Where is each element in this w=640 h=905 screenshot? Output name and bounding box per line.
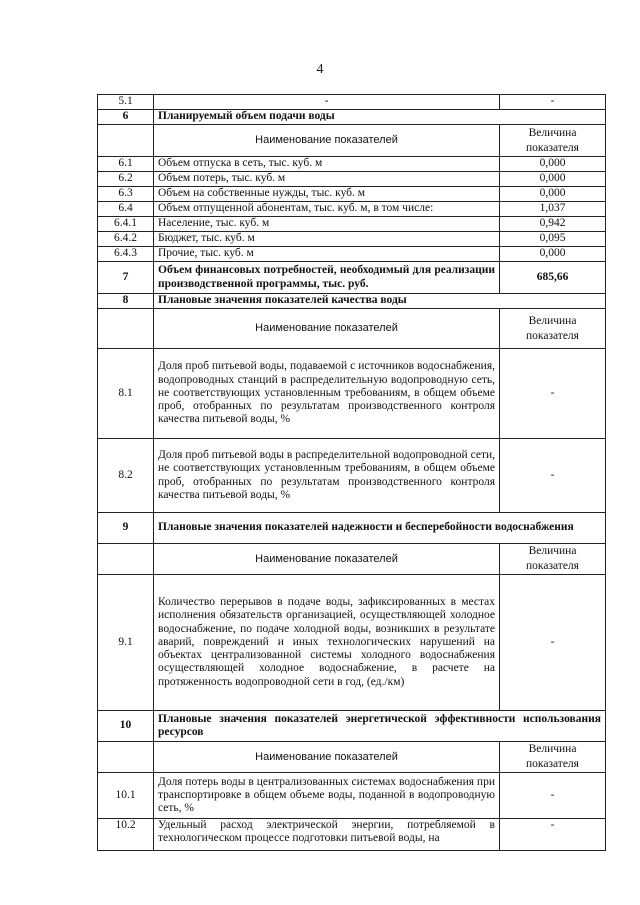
- row-text: Население, тыс. куб. м: [154, 217, 500, 232]
- indicators-table: [97, 94, 606, 851]
- indicator-name-header: Наименование показателей: [154, 742, 500, 773]
- indicator-value-header: Величина показателя: [500, 742, 606, 773]
- table-row: [98, 95, 606, 110]
- row-text: Прочие, тыс. куб. м: [154, 247, 500, 262]
- section-row: [98, 711, 606, 742]
- page-number: 4: [316, 62, 324, 77]
- indicator-value-header: Величина показателя: [500, 125, 606, 157]
- row-number: 10.1: [98, 773, 154, 819]
- table-row: [98, 349, 606, 439]
- table-row: [98, 819, 606, 851]
- table-row: [98, 157, 606, 172]
- table-row: [98, 202, 606, 217]
- row-value: 0,942: [500, 217, 606, 232]
- row-value: 0,000: [500, 172, 606, 187]
- row-text: Объем на собственные нужды, тыс. куб. м: [154, 187, 500, 202]
- row-value: 685,66: [500, 262, 606, 294]
- section-number: 6: [98, 110, 154, 125]
- row-text: Объем отпуска в сеть, тыс. куб. м: [154, 157, 500, 172]
- table-row: [98, 232, 606, 247]
- row-number: 6.2: [98, 172, 154, 187]
- row-value: 0,095: [500, 232, 606, 247]
- table-row: [98, 217, 606, 232]
- table-row: [98, 172, 606, 187]
- section-number: 10: [98, 711, 154, 742]
- indicator-name-header: Наименование показателей: [154, 125, 500, 157]
- row-number: 10.2: [98, 819, 154, 851]
- row-number: 8.2: [98, 439, 154, 513]
- indicator-value-header: Величина показателя: [500, 544, 606, 575]
- row-text: Доля потерь воды в централизованных системах водоснабжения при транспортировке в общем объеме воды, поданной в водопроводную сеть, %: [154, 773, 500, 819]
- section-number: 9: [98, 513, 154, 544]
- section-row: [98, 110, 606, 125]
- row-number: 6.1: [98, 157, 154, 172]
- section-title: Планируемый объем подачи воды: [154, 110, 606, 125]
- row-text: Объем отпущенной абонентам, тыс. куб. м, в том числе:: [154, 202, 500, 217]
- row-number: 6.4.2: [98, 232, 154, 247]
- indicator-name-header: Наименование показателей: [154, 544, 500, 575]
- table-row: [98, 262, 606, 294]
- section-row: [98, 513, 606, 544]
- section-number: 8: [98, 294, 154, 309]
- empty-cell: [98, 125, 154, 157]
- empty-cell: [98, 742, 154, 773]
- empty-cell: [98, 544, 154, 575]
- row-number: 6.4.3: [98, 247, 154, 262]
- row-value: 0,000: [500, 247, 606, 262]
- row-value: -: [500, 349, 606, 439]
- row-text: Количество перерывов в подаче воды, зафиксированных в местах исполнения обязательств организацией, осуществляющей холодное водоснабжение, по подаче холодной воды, возникших в результате аварий, повреждений и иных технологических нарушений на объектах централизованной системы холодного водоснабжения осуществляющей холодное водоснабжение, в расчете на протяженность водопроводной сети в год, (ед./км): [154, 575, 500, 711]
- row-number: 8.1: [98, 349, 154, 439]
- row-text: -: [154, 95, 500, 110]
- row-value: -: [500, 439, 606, 513]
- indicator-value-header: Величина показателя: [500, 309, 606, 349]
- header-row: [98, 309, 606, 349]
- section-title: Плановые значения показателей качества воды: [154, 294, 606, 309]
- section-title: Плановые значения показателей надежности и бесперебойности водоснабжения: [154, 513, 606, 544]
- table-row: [98, 187, 606, 202]
- row-value: -: [500, 95, 606, 110]
- table-row: [98, 247, 606, 262]
- section-title: Плановые значения показателей энергетической эффективности использования ресурсов: [154, 711, 606, 742]
- row-number: 7: [98, 262, 154, 294]
- header-row: [98, 742, 606, 773]
- indicator-name-header: Наименование показателей: [154, 309, 500, 349]
- row-value: -: [500, 819, 606, 851]
- table-row: [98, 773, 606, 819]
- row-value: 0,000: [500, 157, 606, 172]
- row-text: Доля проб питьевой воды в распределительной водопроводной сети, не соответствующих установленным требованиям, в общем объеме проб, отобранных по результатам производственного контроля качества питьевой воды, %: [154, 439, 500, 513]
- table-row: [98, 439, 606, 513]
- empty-cell: [98, 309, 154, 349]
- section-row: [98, 294, 606, 309]
- row-value: 0,000: [500, 187, 606, 202]
- row-text: Объем финансовых потребностей, необходимый для реализации производственной программы, тыс. руб.: [154, 262, 500, 294]
- row-number: 6.4.1: [98, 217, 154, 232]
- header-row: [98, 544, 606, 575]
- row-number: 6.3: [98, 187, 154, 202]
- table-row: [98, 575, 606, 711]
- row-text: Объем потерь, тыс. куб. м: [154, 172, 500, 187]
- row-number: 6.4: [98, 202, 154, 217]
- row-number: 9.1: [98, 575, 154, 711]
- row-value: -: [500, 575, 606, 711]
- row-value: 1,037: [500, 202, 606, 217]
- row-value: -: [500, 773, 606, 819]
- header-row: [98, 125, 606, 157]
- row-text: Бюджет, тыс. куб. м: [154, 232, 500, 247]
- row-number: 5.1: [98, 95, 154, 110]
- row-text: Доля проб питьевой воды, подаваемой с источников водоснабжения, водопроводных станций в распределительную водопроводную сеть, не соответствующих установленным требованиям, в общем объеме проб, отобранных по результатам производственного контроля качества питьевой воды, %: [154, 349, 500, 439]
- row-text: Удельный расход электрической энергии, потребляемой в технологическом процессе подготовки питьевой воды, на: [154, 819, 500, 851]
